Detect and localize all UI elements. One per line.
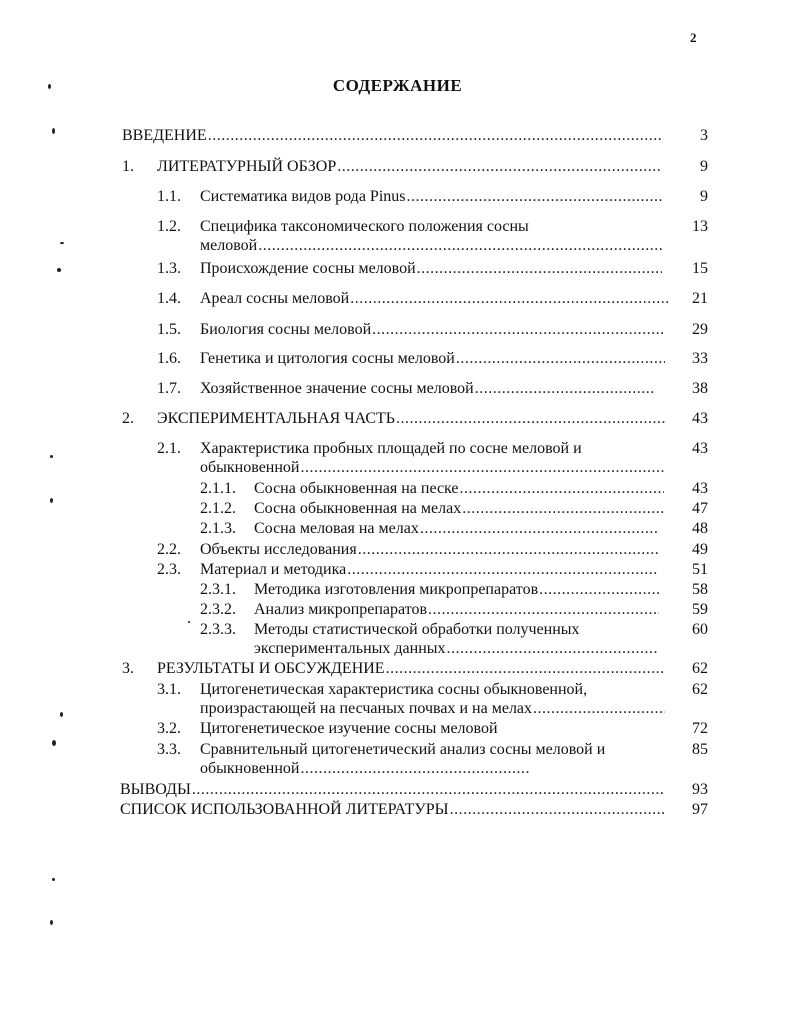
toc-entry-3-3[interactable]: Сравнительный цитогенетический анализ сосны меловой и xyxy=(200,741,606,758)
toc-page: 62 xyxy=(692,681,708,698)
toc-page: 58 xyxy=(692,581,708,598)
toc-page: 62 xyxy=(692,660,708,677)
scan-speck xyxy=(50,498,53,503)
toc-page: 47 xyxy=(692,500,708,517)
toc-entry-3-1[interactable]: Цитогенетическая характеристика сосны обыкновенной, xyxy=(200,681,588,698)
toc-entry-1-7[interactable]: Хозяйственное значение сосны меловой ..... xyxy=(200,380,655,398)
toc-entry-2-3-1[interactable]: Методика изготовления микропрепаратов ..... xyxy=(254,581,659,599)
toc-page: 48 xyxy=(692,520,708,537)
toc-entry-2-2[interactable]: Объекты исследования ..... xyxy=(200,541,660,559)
toc-number: 2.2. xyxy=(157,541,181,558)
toc-entry-3-1-cont[interactable]: произрастающей на песчаных почвах и на мелах ..... xyxy=(200,700,665,718)
toc-page: 59 xyxy=(692,601,708,618)
toc-number: 2.1.1. xyxy=(200,480,236,497)
toc-number: 3. xyxy=(122,660,134,677)
toc-number: 3.2. xyxy=(157,720,181,737)
scan-speck xyxy=(50,455,53,458)
page-title: СОДЕРЖАНИЕ xyxy=(332,76,463,95)
toc-entry-references[interactable]: СПИСОК ИСПОЛЬЗОВАННОЙ ЛИТЕРАТУРЫ ..... xyxy=(120,801,665,819)
toc-entry-2-3-2[interactable]: Анализ микропрепаратов ..... xyxy=(254,601,659,619)
toc-number: 2.3. xyxy=(157,561,181,578)
toc-page: 29 xyxy=(692,321,708,338)
scan-speck xyxy=(60,712,63,717)
scan-speck xyxy=(52,740,56,746)
toc-number: 1. xyxy=(122,158,134,175)
toc-page: 43 xyxy=(692,440,708,457)
toc-number: 2.1.3. xyxy=(200,520,236,537)
toc-page: 43 xyxy=(692,410,708,427)
toc-number: 1.3. xyxy=(157,260,181,277)
toc-number: 2.1.2. xyxy=(200,500,236,517)
toc-entry-2[interactable]: ЭКСПЕРИМЕНТАЛЬНАЯ ЧАСТЬ ..... xyxy=(157,410,665,428)
toc-entry-3-3-cont[interactable]: обыкновенной ..... xyxy=(200,760,530,778)
toc-entry-conclusions[interactable]: ВЫВОДЫ ..... xyxy=(120,781,665,799)
toc-entry-1-4[interactable]: Ареал сосны меловой ..... xyxy=(200,290,668,308)
toc-page: 9 xyxy=(700,188,708,205)
toc-page: 93 xyxy=(692,781,708,798)
toc-number: 2.3.1. xyxy=(200,581,236,598)
toc-page: 33 xyxy=(692,350,708,367)
toc-page: 49 xyxy=(692,541,708,558)
toc-number: 1.2. xyxy=(157,218,181,235)
toc-number: 1.4. xyxy=(157,290,181,307)
toc-entry-2-1-3[interactable]: Сосна меловая на мелах ..... xyxy=(254,520,659,538)
scan-speck xyxy=(52,128,55,134)
toc-entry-3[interactable]: РЕЗУЛЬТАТЫ И ОБСУЖДЕНИЕ ..... xyxy=(157,660,665,678)
toc-page: 38 xyxy=(692,380,708,397)
toc-number: 1.1. xyxy=(157,188,181,205)
toc-entry-2-1-1[interactable]: Сосна обыкновенная на песке ..... xyxy=(254,480,664,498)
toc-page: 51 xyxy=(692,561,708,578)
toc-page: 97 xyxy=(692,801,708,818)
toc-entry-1-2[interactable]: Специфика таксономического положения сосны xyxy=(200,218,529,235)
scan-speck xyxy=(57,268,61,272)
toc-entry-2-1-2[interactable]: Сосна обыкновенная на мелах ..... xyxy=(254,500,664,518)
toc-page: 3 xyxy=(700,127,708,144)
toc-page: 43 xyxy=(692,480,708,497)
scan-speck xyxy=(52,878,55,881)
toc-entry-1-2-cont[interactable]: меловой ..... xyxy=(200,237,662,255)
toc-page: 9 xyxy=(700,158,708,175)
toc-entry-2-3[interactable]: Материал и методика ..... xyxy=(200,561,658,579)
toc-number: 1.7. xyxy=(157,380,181,397)
toc-page: 21 xyxy=(692,290,708,307)
scan-speck xyxy=(48,84,51,89)
toc-entry-intro[interactable]: ВВЕДЕНИЕ ..... xyxy=(122,127,662,145)
toc-page: 13 xyxy=(692,218,708,235)
toc-page: 72 xyxy=(692,720,708,737)
toc-number: 2.3.2. xyxy=(200,601,236,618)
toc-entry-1-3[interactable]: Происхождение сосны меловой ..... xyxy=(200,260,662,278)
toc-number: 2.1. xyxy=(157,440,181,457)
toc-entry-1[interactable]: ЛИТЕРАТУРНЫЙ ОБЗОР ..... xyxy=(157,158,662,176)
toc-entry-1-6[interactable]: Генетика и цитология сосны меловой ..... xyxy=(200,350,665,368)
toc-entry-2-1[interactable]: Характеристика пробных площадей по сосне меловой и xyxy=(200,440,582,457)
toc-entry-2-3-3[interactable]: Методы статистической обработки полученных xyxy=(254,621,580,638)
toc-entry-1-5[interactable]: Биология сосны меловой ..... xyxy=(200,321,665,339)
toc-page: 15 xyxy=(692,260,708,277)
toc-number: 2.3.3. xyxy=(200,621,236,638)
toc-entry-2-1-cont[interactable]: обыкновенной ..... xyxy=(200,459,665,477)
toc-entry-2-3-3-cont[interactable]: экспериментальных данных ..... xyxy=(254,640,659,658)
scan-speck xyxy=(188,621,190,623)
toc-number: 3.3. xyxy=(157,741,181,758)
toc-number: 1.5. xyxy=(157,321,181,338)
toc-entry-3-2[interactable]: Цитогенетическое изучение сосны меловой xyxy=(200,720,498,737)
toc-number: 2. xyxy=(122,410,134,427)
scan-speck xyxy=(50,920,53,925)
toc-number: 1.6. xyxy=(157,350,181,367)
toc-entry-1-1[interactable]: Систематика видов рода Pinus ..... xyxy=(200,188,662,206)
scan-speck xyxy=(60,242,64,244)
toc-number: 3.1. xyxy=(157,681,181,698)
toc-page: 85 xyxy=(692,741,708,758)
page-number: 2 xyxy=(690,30,697,45)
toc-page: 60 xyxy=(692,621,708,638)
